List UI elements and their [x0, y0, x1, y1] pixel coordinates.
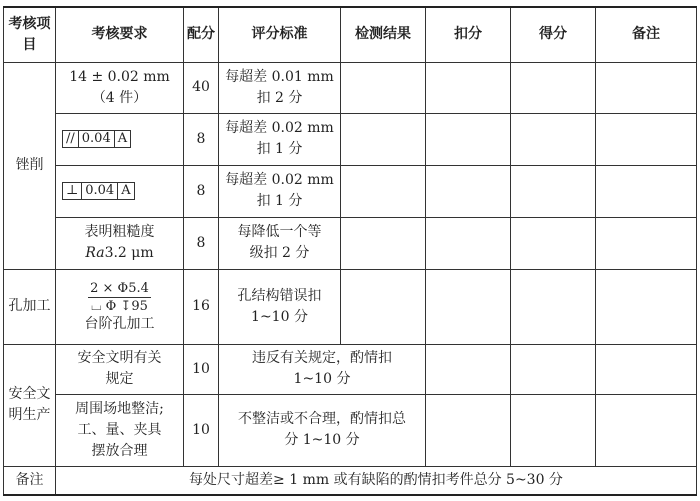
requirement-line: （4 件）: [91, 89, 148, 106]
deduct-cell: [426, 165, 511, 217]
note-cell: [596, 394, 697, 466]
requirement-line: 工、量、夹具: [77, 421, 162, 438]
got-cell: [511, 344, 596, 394]
got-cell: [511, 217, 596, 269]
header-item: 考核项目: [4, 7, 56, 62]
counterbore-depth: ⌴ Φ ↧95: [91, 299, 148, 314]
got-cell: [511, 165, 596, 217]
standard-line: 分 1~10 分: [284, 432, 360, 448]
standard-cell: [219, 344, 426, 394]
standard-cell: [219, 113, 341, 165]
got-cell: [511, 269, 596, 344]
score-cell: 10: [184, 344, 219, 394]
table-row: [4, 165, 697, 217]
header-standard: 评分标准: [219, 7, 341, 62]
table-row: [4, 62, 697, 113]
table-row: [4, 344, 697, 394]
requirement-cell: [56, 269, 184, 344]
deduct-cell: [426, 269, 511, 344]
requirement-line: 台阶孔加工: [84, 316, 155, 332]
deduct-cell: [426, 344, 511, 394]
standard-cell: [219, 269, 341, 344]
roughness-value: 3.2 μm: [104, 245, 154, 261]
note-cell: [596, 62, 697, 113]
tolerance-value: 0.04: [78, 131, 114, 147]
header-note: 备注: [596, 7, 697, 62]
requirement-cell: [56, 113, 184, 165]
standard-cell: [219, 394, 426, 466]
footer-row: [4, 466, 697, 495]
score-cell: 8: [184, 113, 219, 165]
requirement-line: [58, 243, 181, 264]
scoring-table: [3, 6, 697, 496]
requirement-line: 周围场地整洁;: [75, 400, 164, 417]
result-cell: [341, 165, 426, 217]
got-cell: [511, 113, 596, 165]
perpendicularity-frame: [62, 182, 135, 200]
requirement-cell: [56, 217, 184, 269]
score-cell: 10: [184, 394, 219, 466]
hole-callout: [88, 280, 151, 315]
standard-line: 不整洁或不合理，酌情扣总: [238, 411, 406, 427]
requirement-line: 安全文明有关: [77, 350, 162, 366]
standard-line: 扣 1 分: [256, 193, 303, 209]
parallelism-frame: [62, 130, 131, 148]
note-cell: [596, 165, 697, 217]
standard-cell: [219, 62, 341, 113]
footer-label: 备注: [4, 466, 56, 495]
deduct-cell: [426, 394, 511, 466]
standard-cell: [219, 165, 341, 217]
got-cell: [511, 62, 596, 113]
perpendicularity-symbol: ⊥: [66, 182, 79, 198]
standard-line: 1~10 分: [251, 308, 308, 325]
standard-line: 每超差 0.02 mm: [225, 120, 334, 136]
table-row: [4, 113, 697, 165]
group-cutting: 锉削: [4, 62, 56, 269]
roughness-symbol: Ra: [85, 245, 105, 261]
score-cell: 8: [184, 217, 219, 269]
standard-line: 1~10 分: [293, 371, 351, 387]
result-cell: [341, 113, 426, 165]
datum-letter: A: [114, 131, 130, 147]
requirement-line: 14 ± 0.02 mm: [69, 68, 170, 85]
score-cell: 16: [184, 269, 219, 344]
deduct-cell: [426, 62, 511, 113]
datum-letter: A: [117, 183, 133, 199]
score-cell: 8: [184, 165, 219, 217]
group-hole: 孔加工: [4, 269, 56, 344]
hole-count-diameter: 2 × Φ5.4: [90, 281, 149, 296]
group-safety: 安全文明生产: [4, 344, 56, 466]
header-score: 配分: [184, 7, 219, 62]
standard-line: 扣 1 分: [256, 141, 303, 157]
table-row: [4, 217, 697, 269]
requirement-cell: [56, 344, 184, 394]
deduct-cell: [426, 217, 511, 269]
table-row: [4, 394, 697, 466]
footer-text: 每处尺寸超差≥ 1 mm 或有缺陷的酌情扣考件总分 5~30 分: [56, 466, 697, 495]
requirement-line: 表明粗糙度: [84, 224, 155, 240]
parallelism-symbol: //: [66, 130, 75, 146]
got-cell: [511, 394, 596, 466]
deduct-cell: [426, 113, 511, 165]
note-cell: [596, 217, 697, 269]
requirement-cell: [56, 394, 184, 466]
tolerance-value: 0.04: [81, 183, 117, 199]
standard-line: 扣 2 分: [256, 89, 303, 106]
score-cell: 40: [184, 62, 219, 113]
header-row: [4, 7, 697, 62]
result-cell: [341, 62, 426, 113]
standard-line: 每降低一个等: [237, 224, 322, 240]
header-result: 检测结果: [341, 7, 426, 62]
standard-line: 违反有关规定，酌情扣: [252, 350, 392, 366]
requirement-cell: [56, 62, 184, 113]
result-cell: [341, 217, 426, 269]
standard-line: 级扣 2 分: [249, 245, 310, 261]
note-cell: [596, 113, 697, 165]
header-requirement: 考核要求: [56, 7, 184, 62]
standard-cell: [219, 217, 341, 269]
requirement-line: 摆放合理: [91, 442, 148, 459]
note-cell: [596, 344, 697, 394]
standard-line: 每超差 0.02 mm: [225, 172, 334, 188]
result-cell: [341, 269, 426, 344]
table-row: [4, 269, 697, 344]
note-cell: [596, 269, 697, 344]
standard-line: 每超差 0.01 mm: [225, 68, 334, 85]
requirement-line: 规定: [105, 371, 134, 387]
requirement-cell: [56, 165, 184, 217]
standard-line: 孔结构错误扣: [237, 287, 322, 304]
header-deduct: 扣分: [426, 7, 511, 62]
header-got: 得分: [511, 7, 596, 62]
